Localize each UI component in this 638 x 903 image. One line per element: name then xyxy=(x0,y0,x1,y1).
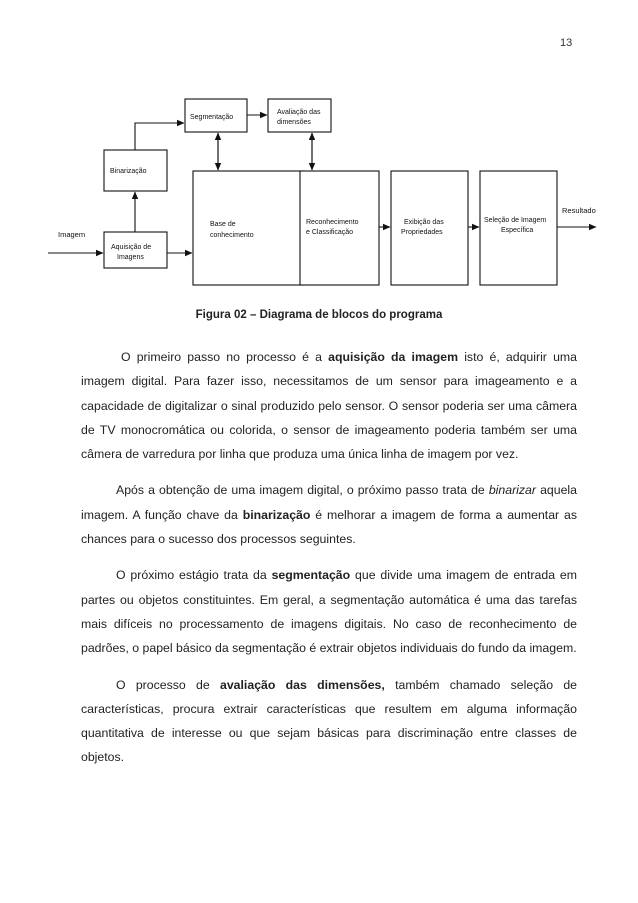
text: aquela imagem. A função chave da xyxy=(81,483,577,522)
text: é melhorar a imagem de forma a aumentar as chances para o sucesso dos processos seguintes. xyxy=(81,507,577,547)
page-number: 13 xyxy=(560,37,573,49)
paragraph-avaliacao xyxy=(81,673,577,770)
text: O próximo estágio trata da xyxy=(116,568,272,583)
term-binarizacao: binarização xyxy=(242,507,311,522)
label-base-1: Base de xyxy=(210,221,236,228)
paragraph-binarizacao xyxy=(81,478,577,551)
text: que divide uma imagem de entrada em partes ou objetos constituintes. Em geral, a segmentação automática é uma das tarefas mais difíceis no processamento de imagens digitais. No caso de reconhecimento de padrões, o papel básico da segmentação é extrair objetos individuais do fundo da imagem. xyxy=(81,568,577,656)
label-exibicao-2: Propriedades xyxy=(401,229,443,236)
label-segmentacao: Segmentação xyxy=(190,114,234,121)
figure-caption: Figura 02 – Diagrama de blocos do programa xyxy=(195,309,443,321)
block-base xyxy=(193,171,304,285)
block-diagram xyxy=(44,90,600,294)
label-exibicao-1: Exibição das xyxy=(404,219,444,226)
label-input: Imagem xyxy=(58,230,86,239)
label-binarizacao: Binarização xyxy=(110,168,147,175)
paragraph-segmentacao xyxy=(81,563,577,660)
text: também chamado seleção de características, procura extrair características que resultem em alguma informação quantitativa de interesse ou que sejam básicas para discriminação entre classes de objetos. xyxy=(81,677,577,765)
text: O processo de xyxy=(116,677,220,692)
arrow-binarizacao-segmentacao xyxy=(135,123,184,150)
label-base-2: conhecimento xyxy=(210,232,254,239)
text: Após a obtenção de uma imagem digital, o próximo passo trata de xyxy=(116,483,489,498)
label-selecao-2: Específica xyxy=(501,227,534,234)
label-aquisicao-1: Aquisição de xyxy=(111,244,152,251)
text: isto é, adquirir uma imagem digital. Para fazer isso, necessitamos de um sensor para imageamento e a capacidade de digitalizar o sinal produzido pelo sensor. O sensor poderia ser uma câmera de TV monocromática ou colorida, o sensor de imageamento poderia também ser uma câmera de varredura por linha que produza uma única linha de imagem por vez. xyxy=(81,350,577,462)
label-aquisicao-2: Imagens xyxy=(117,254,144,261)
term-segmentacao: segmentação xyxy=(271,568,351,583)
block-reconhecimento xyxy=(300,171,379,285)
label-selecao-1: Seleção de Imagem xyxy=(484,217,547,224)
paragraph-aquisicao xyxy=(81,345,577,466)
block-exibicao xyxy=(391,171,468,285)
label-output: Resultado xyxy=(562,206,596,215)
term-aquisicao: aquisição da imagem xyxy=(328,350,459,364)
label-reconhecimento-2: e Classificação xyxy=(306,229,354,236)
label-reconhecimento-1: Reconhecimento xyxy=(306,219,359,226)
label-avaliacao-2: dimensões xyxy=(277,119,311,126)
term-binarizar: binarizar xyxy=(488,483,536,498)
term-avaliacao: avaliação das dimensões, xyxy=(220,677,385,692)
text: O primeiro passo no processo é a xyxy=(121,350,329,364)
label-avaliacao-1: Avaliação das xyxy=(277,109,321,116)
body-text xyxy=(81,345,577,782)
